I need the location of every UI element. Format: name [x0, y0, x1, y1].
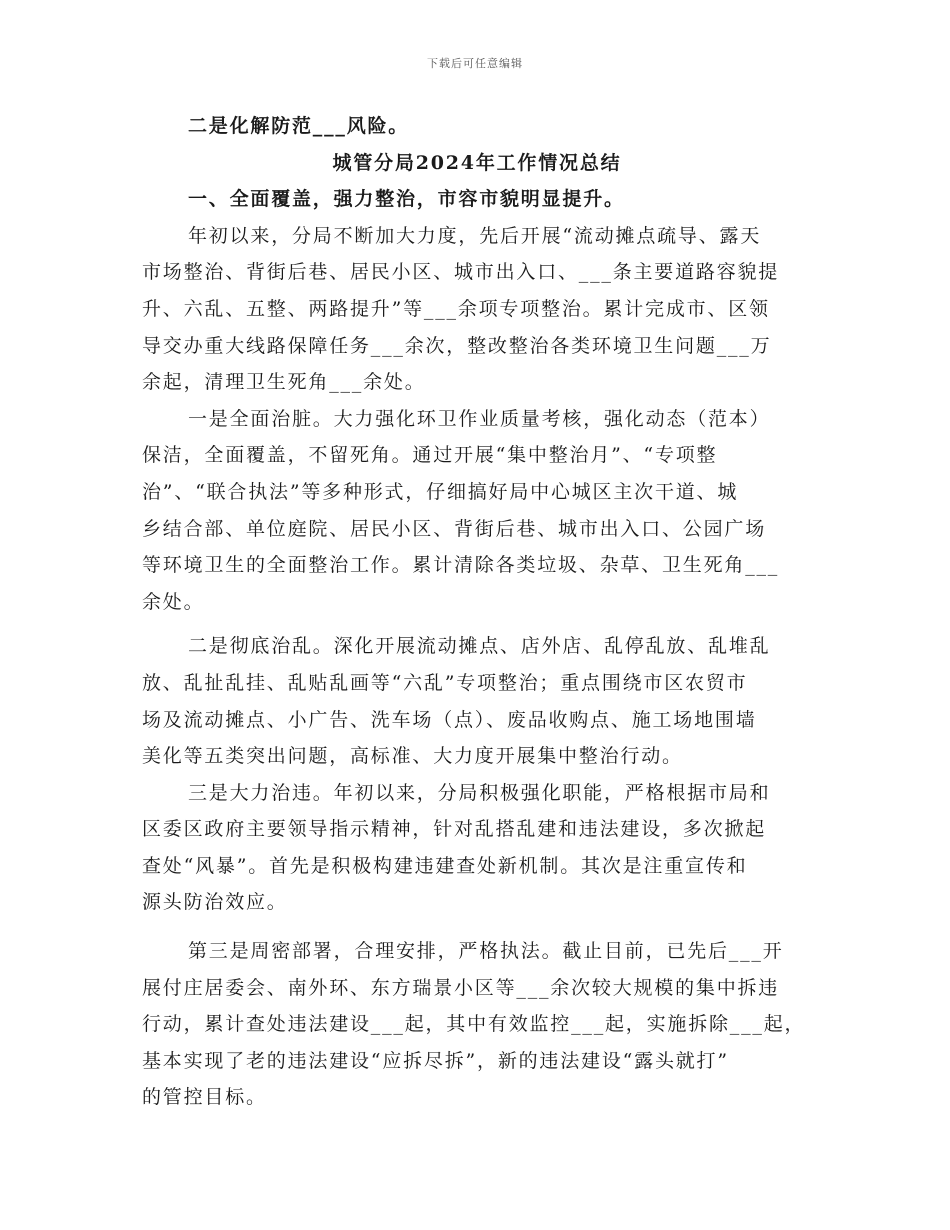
paragraph-line: 余起，清理卫生死角___余处。	[142, 371, 426, 394]
paragraph-line: 三是大力治违。年初以来，分局积极强化职能，严格根据市局和	[188, 781, 771, 804]
paragraph-line: 基本实现了老的违法建设“应拆尽拆”，新的违法建设“露头就打”	[142, 1049, 729, 1072]
paragraph-line: 行动，累计查处违法建设___起，其中有效监控___起，实施拆除___起，	[142, 1013, 806, 1036]
paragraph-line: 第三是周密部署，合理安排，严格执法。截止目前，已先后___开	[188, 940, 784, 963]
paragraph-line: 源头防治效应。	[142, 891, 288, 914]
paragraph-line: 等环境卫生的全面整治工作。累计清除各类垃圾、杂草、卫生死角___	[142, 554, 780, 577]
paragraph-line: 市场整治、背街后巷、居民小区、城市出入口、___条主要道路容貌提	[142, 261, 780, 284]
paragraph-line: 美化等五类突出问题，高标准、大力度开展集中整治行动。	[142, 745, 683, 768]
paragraph-line: 的管控目标。	[142, 1086, 267, 1109]
paragraph-line: 区委区政府主要领导指示精神，针对乱搭乱建和违法建设，多次掀起	[142, 818, 767, 841]
paragraph-line: 二是彻底治乱。深化开展流动摊点、店外店、乱停乱放、乱堆乱	[188, 635, 771, 658]
paragraph-line: 场及流动摊点、小广告、洗车场（点）、废品收购点、施工场地围墙	[142, 708, 757, 731]
paragraph-line: 查处“风暴”。首先是积极构建违建查处新机制。其次是注重宣传和	[142, 854, 748, 877]
paragraph-line: 放、乱扯乱挂、乱贴乱画等“六乱”专项整治；重点围绕市区农贸市	[142, 671, 748, 694]
document-title: 城管分局2024年工作情况总结	[332, 151, 622, 174]
section-one-heading: 一、全面覆盖，强力整治，市容市貌明显提升。	[188, 188, 625, 211]
point-two-heading: 二是化解防范___风险。	[188, 115, 410, 137]
paragraph-line: 治”、“联合执法”等多种形式，仔细搞好局中心城区主次干道、城	[142, 480, 739, 503]
paragraph-line: 乡结合部、单位庭院、居民小区、背街后巷、城市出入口、公园广场	[142, 517, 767, 540]
document-body	[142, 108, 812, 1116]
paragraph-line: 保洁，全面覆盖，不留死角。通过开展“集中整治月”、“专项整	[142, 444, 718, 467]
paragraph-line: 展付庄居委会、南外环、东方瑞景小区等___余次较大规模的集中拆违	[142, 976, 780, 999]
paragraph-line: 导交办重大线路保障任务___余次，整改整治各类环境卫生问题___万	[142, 334, 772, 357]
paragraph-line: 余处。	[142, 590, 205, 613]
paragraph-line: 一是全面治脏。大力强化环卫作业质量考核，强化动态（范本）	[188, 407, 771, 430]
paragraph-line: 升、六乱、五整、两路提升”等___余项专项整治。累计完成市、区领	[142, 297, 770, 320]
paragraph-line: 年初以来，分局不断加大力度，先后开展“流动摊点疏导、露天	[188, 224, 762, 247]
page-header-note: 下载后可任意编辑	[427, 57, 523, 70]
